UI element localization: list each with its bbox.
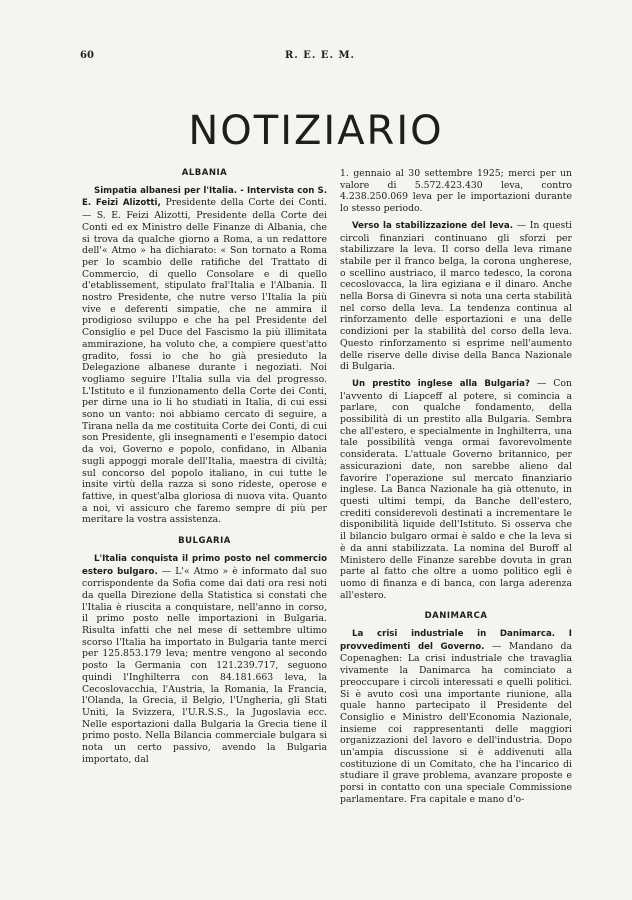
bulgaria-headline-1: L'Italia conquista il primo posto nel commercio estero bulgaro.: [82, 553, 327, 577]
page-header: [80, 50, 560, 66]
bulgaria-article-2: [340, 220, 572, 373]
right-column: [340, 168, 572, 806]
bulgaria-body-3: — Con l'avvento di Liapceff al potere, si comincia a parlare, con qualche fondamento, della possibilità di un prestito alla Bulgaria. Sembra che all'estero, e specialmente in Inghilterra, una tale possibilità venga ormai favorevolmente considerata. L'attuale Governo britannico, per assicurazioni date, non sarebbe alieno dal favorire l'operazione sul mercato finanziario inglese. La Banca Nazionale ha già ottenuto, in questi ultimi tempi, da Banche dell'estero, crediti considerevoli destinati a incrementare le disponibilità liquide dell'Istituto. Si osserva che il bilancio bulgaro ormai è saldo e che la leva si è da anni stabilizzata. La nomina del Buroff al Ministero delle Finanze sarebbe dovuta in gran parte al fatto che oltre a uomo politico egli è uomo di finanza e di banca, con larga aderenza all'estero.: [340, 377, 572, 601]
page-title: NOTIZIARIO: [188, 108, 444, 154]
albania-headline: Simpatia albanesi per l'Italia. - Intervista con S. E. Feizi Alizotti,: [82, 185, 327, 209]
bulgaria-body-1-continued: 1. gennaio al 30 settembre 1925; merci per un valore di 5.572.423.430 leva, contro 4.238.250.069 leva per le importazioni durante lo stesso periodo.: [340, 168, 572, 215]
page-number: 60: [80, 50, 94, 61]
bulgaria-article-1: [82, 553, 327, 766]
bulgaria-body-1: — L'« Atmo » è informato dal suo corrispondente da Sofia come dai dati ora resi noti da quella Direzione della Statistica si constati che l'Italia è riuscita a conquistare, nell'anno in corso, il primo posto nelle importazioni in Bulgaria. Risulta infatti che nel mese di settembre ultimo scorso l'Italia ha importato in Bulgaria tante merci per 125.853.179 leva; mentre vengono al secondo posto la Germania con 121.239.717, seguono quindi l'Inghilterra con 84.181.663 leva, la Cecoslovacchia, l'Austria, la Romania, la Francia, l'Olanda, la Grecia, il Belgio, l'Ungheria, gli Stati Uniti, la Svizzera, l'U.R.S.S., la Jugoslavia ecc. Nelle esportazioni dalla Bulgaria la Grecia tiene il primo posto. Nella Bilancia commerciale bulgara si nota un certo passivo, avendo la Bulgaria importato, dal: [82, 565, 327, 765]
bulgaria-headline-2: Verso la stabilizzazione del leva.: [352, 220, 513, 231]
danimarca-body: — Mandano da Copenaghen: La crisi industriale che travaglia vivamente la Danimarca ha cominciato a preoccupare i circoli interessati e quelli politici. Si è avuto così una importante riunione, alla quale hanno partecipato il Presidente del Consiglio e Ministro dell'Economia Nazionale, insieme coi rappresentanti delle maggiori organizzazioni del lavoro e dell'industria. Dopo un'ampia discussione si è addivenuti alla costituzione di un Comitato, che ha l'incarico di studiare il grave problema, avanzare proposte e porsi in contatto con una speciale Commissione parlamentare. Fra capitale e mano d'o-: [340, 640, 572, 805]
running-head: R. E. E. M.: [285, 50, 355, 61]
section-title-danimarca: DANIMARCA: [424, 611, 488, 622]
danimarca-headline: La crisi industriale in Danimarca. I provvedimenti del Governo.: [340, 629, 572, 652]
albania-article: [82, 185, 327, 526]
bulgaria-article-3: [340, 378, 572, 601]
section-title-bulgaria: BULGARIA: [178, 536, 231, 547]
bulgaria-body-2: — In questi circoli finanziari continuano gli sforzi per stabilizzare la leva. Il corso della leva rimane stabile per il franco belga, la corona ungherese, o scellino austriaco, il marco tedesco, la corona cecoslovacca, la lira egiziana e il dinaro. Anche nella Borsa di Ginevra si nota una certa stabilità nel corso della leva. La tendenza continua al rinforzamento delle esportazioni e una delle condizioni per la stabilità del corso della leva. Questo rinforzamento si esprime nell'aumento delle riserve delle divise della Banca Nazionale di Bulgaria.: [340, 219, 572, 373]
section-title-albania: ALBANIA: [181, 168, 228, 178]
left-column: [82, 168, 327, 765]
bulgaria-headline-3: Un prestito inglese alla Bulgaria?: [352, 378, 530, 389]
danimarca-article: [340, 628, 572, 806]
albania-body: Presidente della Corte dei Conti. — S. E. Feizi Alizotti, Presidente della Corte dei Conti ed ex Ministro delle Finanze di Albania, che si trova da qualche giorno a Roma, a un redattore dell'« Atmo » ha dichiarato: « Son tornato a Roma per lo scambio delle ratifiche del Trattato di Commercio, di quello Consolare e di quello d'etablissement, stipulato fral'Italia e l'Albania. Il nostro Presidente, che nutre verso l'Italia la più vive e deferenti simpatie, che ne ammira il prodigioso sviluppo e che ha pel Presidente del Consiglio e pel Duce del Fascismo la più illimitata ammirazione, ha voluto che, a compiere quest'atto gradito, fossi io che ho già presieduto la Delegazione albanese durante i negoziati. Noi vogliamo seguire l'Italia sulla via del progresso. L'Istituto e il funzionamento della Corte dei Conti, per dirne una io li ho studiati in Italia, di cui essi sono un vanto: noi abbiamo cercato di seguire, a Tirana nella da me costituita Corte dei Conti, di cui son Presidente, gli insegnamenti e l'esempio datoci da voi, Governo e popolo, confidano, in Albania sugli appoggi morale dell'Italia, maestra di civiltà; sul concorso del popolo italiano, in cui tutte le insite virtù della razza si sono ridestе, operose e fattive, in quest'alba gloriosa di nuova vita. Quanto a noi, vi assicuro che faremo sempre di più per meritare la vostra assistenza.: [82, 197, 327, 526]
